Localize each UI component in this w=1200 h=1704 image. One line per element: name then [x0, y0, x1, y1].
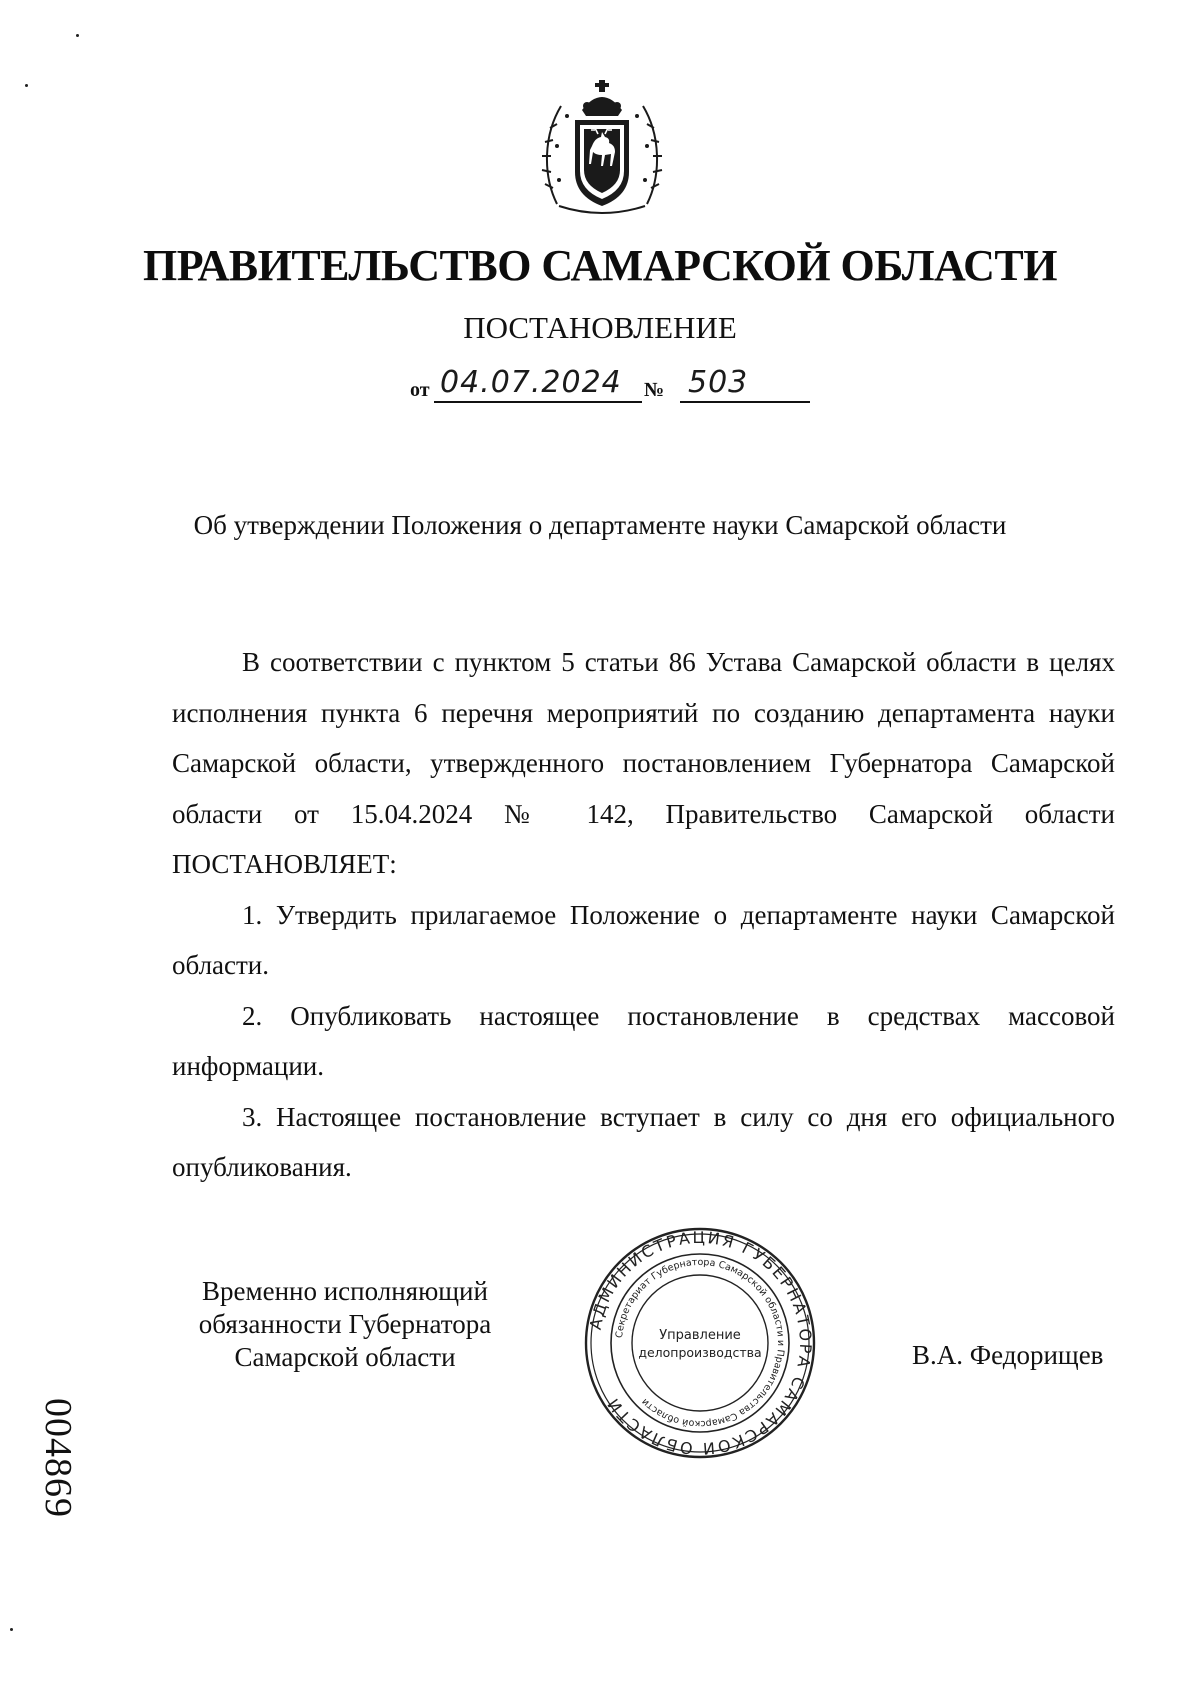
date-underline [434, 401, 642, 403]
official-stamp [583, 1226, 817, 1460]
handwritten-number: 503 [688, 365, 749, 400]
stamp-center-line: делопроизводства [638, 1345, 762, 1360]
date-number-line [410, 364, 810, 408]
body-paragraph: В соответствии с пунктом 5 статьи 86 Устава Самарской области в целях исполнения пункта 6 перечня мероприятий по созданию департамента науки Самарской области, утвержденного постановлением Губернатора Самарской области от 15.04.2024 № 142, Правительство Самарской области ПОСТАНОВЛЯЕТ: [172, 647, 1115, 879]
date-label: от [410, 379, 430, 401]
body-paragraph: 2. Опубликовать настоящее постановление в средствах массовой информации. [172, 1000, 1115, 1081]
scan-speck [76, 34, 79, 37]
scan-speck [25, 84, 28, 87]
handwritten-date: 04.07.2024 [440, 365, 622, 400]
stamp-center-line: Управление [659, 1328, 741, 1343]
document-type: ПОСТАНОВЛЕНИЕ [463, 310, 737, 345]
signer-position [180, 1275, 510, 1374]
signer-name: В.А. Федорищев [912, 1340, 1104, 1370]
signer-position-line: обязанности Губернатора [198, 1309, 492, 1339]
body-paragraph: 1. Утвердить прилагаемое Положение о департаменте науки Самарской области. [172, 899, 1115, 980]
number-label: № [644, 379, 665, 401]
document-subject: Об утверждении Положения о департаменте науки Самарской области [193, 510, 1007, 540]
samara-coat-of-arms-icon [537, 76, 667, 216]
number-underline [680, 401, 810, 403]
scan-speck [10, 1628, 13, 1631]
stamp-inner-text: Секретариат Губернатора Самарской области и Правительства Самарской области [614, 1256, 787, 1430]
government-title: ПРАВИТЕЛЬСТВО САМАРСКОЙ ОБЛАСТИ [143, 241, 1057, 290]
registration-number-text: 004869 [37, 1398, 79, 1518]
signer-position-line: Временно исполняющий [202, 1276, 488, 1306]
document-body [172, 637, 1115, 1193]
stamp-outer-text: АДМИНИСТРАЦИЯ ГУБЕРНАТОРА САМАРСКОЙ ОБЛАСТИ [585, 1227, 816, 1459]
signer-position-line: Самарской области [234, 1342, 456, 1372]
body-paragraph: 3. Настоящее постановление вступает в силу со дня его официального опубликования. [172, 1101, 1115, 1182]
